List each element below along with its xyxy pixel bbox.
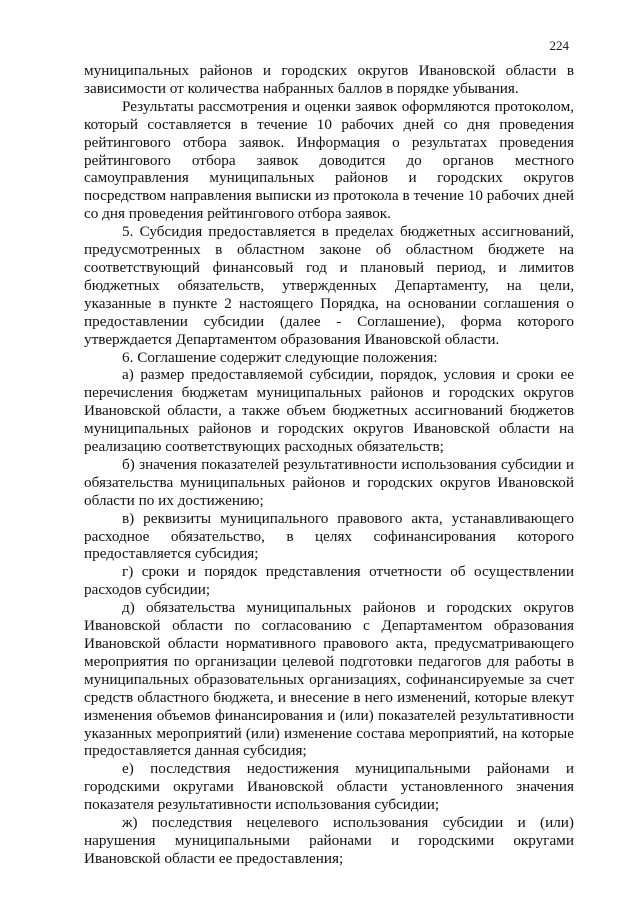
paragraph: а) размер предоставляемой субсидии, порядок, условия и сроки ее перечисления бюджетам муниципальных районов и городских округов Ивановской области, а также объем бюджетных ассигнований бюджетов муниципальных районов и городских округов Ивановской области на реализацию соответствующих расходных обязательств; [84, 366, 574, 456]
paragraph: в) реквизиты муниципального правового акта, устанавливающего расходное обязательство, в целях софинансирования которого предоставляется субсидия; [84, 509, 574, 563]
paragraph: Результаты рассмотрения и оценки заявок оформляются протоколом, который составляется в течение 10 рабочих дней со дня проведения рейтингового отбора заявок. Информация о результатах проведения рейтингового отбора заявок доводится до органов местного самоуправления муниципальных районов и городских округов посредством направления выписки из протокола в течение 10 рабочих дней со дня проведения рейтингового отбора заявок. [84, 97, 574, 223]
paragraph: е) последствия недостижения муниципальными районами и городскими округами Ивановской области установленного значения показателя результативности использования субсидии; [84, 760, 574, 814]
document-body [84, 62, 574, 868]
paragraph: д) обязательства муниципальных районов и городских округов Ивановской области по согласованию с Департаментом образования Ивановской области нормативного правового акта, предусматривающего мероприятия по организации целевой подготовки педагогов для работы в муниципальных образовательных организациях, софинансируемые за счет средств областного бюджета, и внесение в него изменений, которые влекут изменения объемов финансирования и (или) показателей результативности указанных мероприятий (или) изменение состава мероприятий, на которые предоставляется данная субсидия; [84, 599, 574, 760]
page-number: 224 [549, 38, 569, 53]
paragraph: б) значения показателей результативности использования субсидии и обязательства муниципальных районов и городских округов Ивановской области по их достижению; [84, 455, 574, 509]
paragraph: 5. Субсидия предоставляется в пределах бюджетных ассигнований, предусмотренных в областном законе об областном бюджете на соответствующий финансовый год и плановый период, и лимитов бюджетных обязательств, утвержденных Департаменту, на цели, указанные в пункте 2 настоящего Порядка, на основании соглашения о предоставлении субсидии (далее - Соглашение), форма которого утверждается Департаментом образования Ивановской области. [84, 223, 574, 348]
paragraph: муниципальных районов и городских округов Ивановской области в зависимости от количества набранных баллов в порядке убывания. [84, 62, 574, 97]
paragraph: ж) последствия нецелевого использования субсидии и (или) нарушения муниципальными районами и городскими округами Ивановской области ее предоставления; [84, 814, 574, 867]
paragraph: 6. Соглашение содержит следующие положения: [122, 348, 438, 366]
paragraph: г) сроки и порядок представления отчетности об осуществлении расходов субсидии; [84, 563, 574, 599]
